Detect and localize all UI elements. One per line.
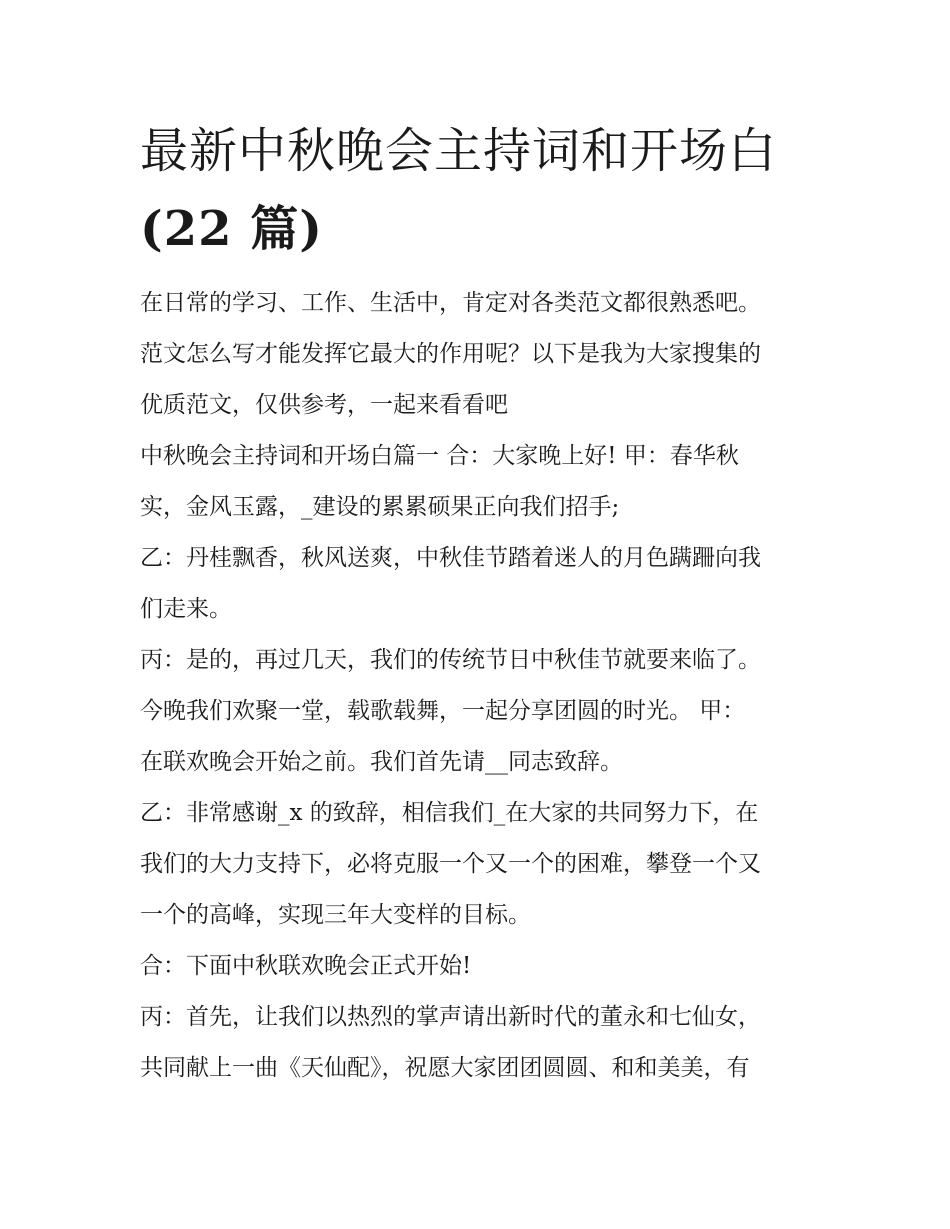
text-line: 一个的高峰，实现三年大变样的目标。 bbox=[140, 902, 531, 928]
text-line: 们走来。 bbox=[140, 596, 232, 622]
text-line: 合：下面中秋联欢晚会正式开始! bbox=[140, 953, 472, 979]
document-title bbox=[140, 112, 820, 268]
text-line: 共同献上一曲《天仙配》，祝愿大家团团圆圆、和和美美，有 bbox=[140, 1055, 750, 1081]
text-line: 范文怎么写才能发挥它最大的作用呢？以下是我为大家搜集的 bbox=[140, 341, 761, 367]
title-line-1: 最新中秋晚会主持词和开场白 bbox=[140, 123, 778, 179]
text-line: 乙：丹桂飘香，秋风送爽，中秋佳节踏着迷人的月色蹒跚向我 bbox=[140, 545, 761, 571]
text-line: 在联欢晚会开始之前。我们首先请__同志致辞。 bbox=[140, 749, 623, 775]
text-line: 今晚我们欢聚一堂，载歌载舞，一起分享团圆的时光。 甲： bbox=[140, 698, 746, 724]
text-line: 我们的大力支持下，必将克服一个又一个的困难，攀登一个又 bbox=[140, 851, 761, 877]
text-line: 在日常的学习、工作、生活中，肯定对各类范文都很熟悉吧。 bbox=[140, 290, 761, 316]
text-line: 丙：首先，让我们以热烈的掌声请出新时代的董永和七仙女， bbox=[140, 1004, 761, 1030]
text-line: 实，金风玉露，_建设的累累硕果正向我们招手; bbox=[140, 494, 620, 520]
text-line: 优质范文，仅供参考，一起来看看吧 bbox=[140, 392, 508, 418]
text-line: 丙：是的，再过几天，我们的传统节日中秋佳节就要来临了。 bbox=[140, 647, 761, 673]
text-line: 中秋晚会主持词和开场白篇一 合：大家晚上好! 甲：春华秋 bbox=[140, 443, 739, 469]
document-body bbox=[140, 278, 820, 1094]
text-line: 乙：非常感谢_x 的致辞，相信我们_在大家的共同努力下，在 bbox=[140, 800, 759, 826]
title-line-2: (22 篇) bbox=[140, 201, 323, 257]
